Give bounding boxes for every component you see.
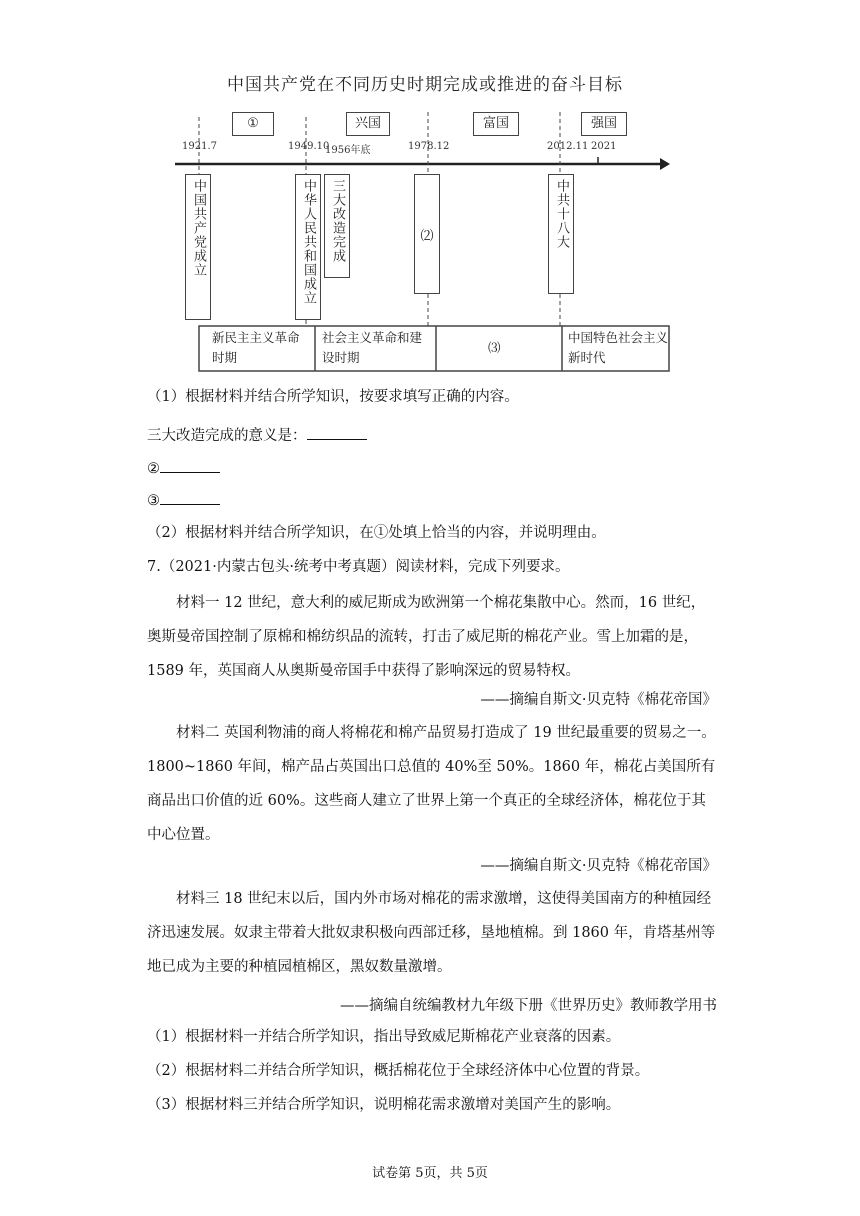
- event-blank-2-text: ⑵: [420, 228, 434, 244]
- answer-blank[interactable]: [160, 458, 220, 473]
- material-2-source: ——摘编自斯文·贝克特《棉花帝国》: [480, 858, 717, 874]
- period-socialist-construction: 社会主义革命和建设时期: [322, 330, 423, 365]
- material-1-source: ——摘编自斯文·贝克特《棉花帝国》: [480, 692, 717, 708]
- page-footer: 试卷第 5页，共 5页: [372, 1166, 488, 1181]
- period-new-democratic: 新民主主义革命时期: [212, 330, 300, 365]
- goal-box-qiangguo: 强国: [581, 112, 627, 136]
- q7-header: 7.（2021·内蒙古包头·统考中考真题）阅读材料，完成下列要求。: [147, 559, 570, 575]
- period-blank-3: ⑶: [488, 340, 501, 355]
- axis-arrow: [660, 158, 670, 170]
- period-new-era: 中国特色社会主义新时代: [568, 330, 669, 365]
- goal-box-1: ①: [232, 112, 274, 136]
- goal-box-xingguo: 兴国: [346, 112, 390, 136]
- tick-1978: 1978.12: [408, 141, 450, 152]
- material-3: 材料三 18 世纪末以后，国内外市场对棉花的需求激增，这使得美国南方的种植园经济迅速发展。奴隶主带着大批奴隶积极向西部迁移，垦地植棉。到 1860 年，肯塔基州等地已成为主要的种植园植棉区，黑奴数量激增。: [147, 891, 716, 975]
- q6-part2: （2）根据材料并结合所学知识，在①处填上恰当的内容，并说明理由。: [147, 525, 606, 541]
- event-18th-congress-text: 中共十八大: [554, 179, 569, 249]
- q6-part1a: [147, 425, 367, 447]
- event-prc-founded-text: 中华人民共和国成立: [301, 179, 316, 305]
- q6-part1c: [147, 490, 220, 512]
- q7-part3: （3）根据材料三并结合所学知识，说明棉花需求激增对美国产生的影响。: [147, 1097, 621, 1113]
- q6-part1b: [147, 458, 220, 480]
- event-cpc-founded: [185, 174, 211, 320]
- tick-2021: 2021: [591, 141, 617, 152]
- material-2: 材料二 英国利物浦的商人将棉花和棉产品贸易打造成了 19 世纪最重要的贸易之一。1800~1860 年间，棉产品占英国出口总值的 40%至 50%。1860 年，棉花占美国所有商品出口价值的近 60%。这些商人建立了世界上第一个真正的全球经济体，棉花位于其中心位置。: [147, 725, 716, 843]
- event-prc-founded: [295, 174, 321, 320]
- tick-1949: 1949.10: [288, 141, 330, 152]
- timeline-figure: [170, 62, 680, 380]
- tick-1956: 1956年底: [325, 145, 371, 156]
- event-three-reforms-text: 三大改造完成: [330, 179, 345, 263]
- q7-part2: （2）根据材料二并结合所学知识，概括棉花位于全球经济体中心位置的背景。: [147, 1063, 650, 1079]
- event-cpc-founded-text: 中国共产党成立: [191, 179, 206, 277]
- figure-title: 中国共产党在不同历史时期完成或推进的奋斗目标: [227, 75, 623, 95]
- event-three-reforms: [324, 174, 350, 278]
- material-1: 材料一 12 世纪，意大利的威尼斯成为欧洲第一个棉花集散中心。然而，16 世纪，奥斯曼帝国控制了原棉和棉纺织品的流转，打击了威尼斯的棉花产业。雪上加霜的是，1589 年，英国商人从奥斯曼帝国手中获得了影响深远的贸易特权。: [147, 595, 706, 679]
- goal-box-fuguo: 富国: [473, 112, 519, 136]
- answer-blank[interactable]: [307, 425, 367, 440]
- q7-part1: （1）根据材料一并结合所学知识，指出导致威尼斯棉花产业衰落的因素。: [147, 1029, 621, 1045]
- tick-2012: 2012.11: [547, 141, 589, 152]
- q6-part1c-text: ③: [147, 493, 160, 509]
- q6-part1: （1）根据材料并结合所学知识，按要求填写正确的内容。: [147, 389, 519, 405]
- q6-part1b-text: ②: [147, 461, 160, 477]
- event-blank-2: [414, 174, 440, 294]
- tick-1921: 1921.7: [182, 141, 217, 152]
- event-18th-congress: [548, 174, 574, 294]
- q6-part1a-text: 三大改造完成的意义是：: [147, 428, 307, 444]
- answer-blank[interactable]: [160, 490, 220, 505]
- material-3-source: ——摘编自统编教材九年级下册《世界历史》教师教学用书: [340, 998, 717, 1014]
